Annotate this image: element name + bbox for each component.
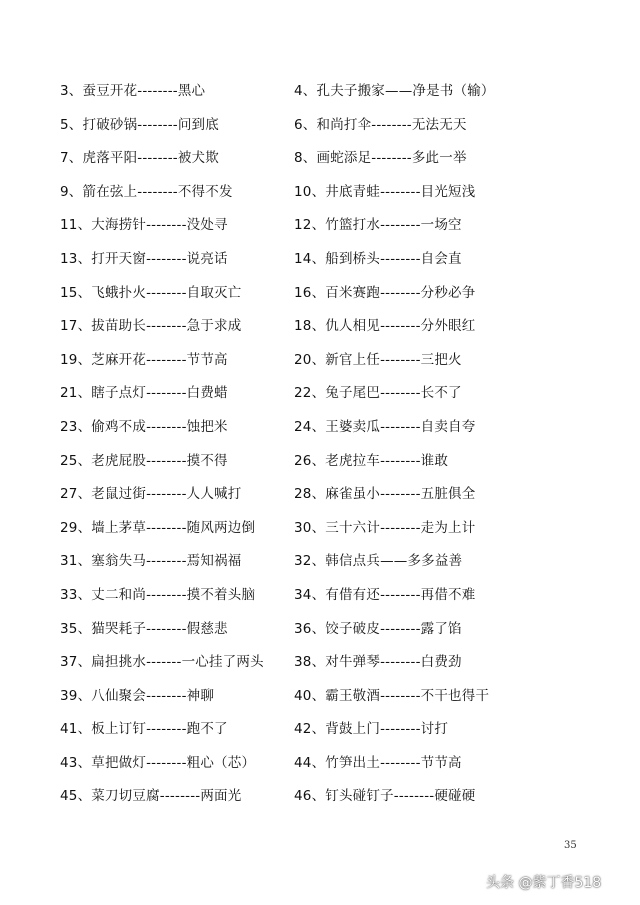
list-item: 45、菜刀切豆腐--------两面光 [60,788,242,805]
list-item: 39、八仙聚会--------神聊 [60,687,215,704]
list-item: 17、拔苗助长--------急于求成 [60,318,242,335]
list-item: 41、板上订钉--------跑不了 [60,721,228,738]
list-item: 16、百米赛跑--------分秒必争 [294,284,476,301]
list-item: 15、飞蛾扑火--------自取灭亡 [60,284,242,301]
list-item: 11、大海捞针--------没处寻 [60,217,228,234]
list-item: 20、新官上任--------三把火 [294,351,462,368]
list-item: 42、背鼓上门--------讨打 [294,721,449,738]
list-item: 46、钉头碰钉子--------硬碰硬 [294,788,476,805]
list-item: 19、芝麻开花--------节节高 [60,351,228,368]
list-item: 6、和尚打伞--------无法无天 [294,116,467,133]
list-item: 25、老虎屁股--------摸不得 [60,452,228,469]
list-item: 34、有借有还--------再借不难 [294,586,476,603]
list-item: 33、丈二和尚--------摸不着头脑 [60,586,256,603]
list-item: 3、蚕豆开花--------黑心 [60,83,206,99]
watermark: 头条 @紫丁香518 [486,875,602,891]
list-item: 7、虎落平阳--------被犬欺 [60,150,219,167]
list-item: 18、仇人相见--------分外眼红 [294,318,476,335]
list-item: 13、打开天窗--------说亮话 [60,250,228,267]
list-item: 5、打破砂锅--------问到底 [60,116,219,133]
list-item: 36、饺子破皮--------露了馅 [294,620,462,637]
list-item: 23、偷鸡不成--------蚀把米 [60,418,228,435]
page-number: 35 [564,840,577,851]
list-item: 37、扁担挑水-------一心挂了两头 [60,654,264,671]
list-item: 14、船到桥头--------自会直 [294,250,462,267]
list-item: 24、王婆卖瓜--------自卖自夸 [294,418,476,435]
list-item: 8、画蛇添足--------多此一举 [294,150,467,167]
right-column [294,78,495,817]
list-item: 40、霸王敬酒--------不干也得干 [294,687,490,704]
list-item: 4、孔夫子搬家——净是书（输） [294,83,495,99]
list-item: 26、老虎拉车--------谁敢 [294,452,449,469]
list-item: 27、老鼠过街--------人人喊打 [60,486,242,503]
left-column [60,78,264,817]
list-item: 21、瞎子点灯--------白费蜡 [60,385,228,402]
list-item: 29、墙上茅草--------随风两边倒 [60,519,256,536]
list-item: 43、草把做灯--------粗心（芯） [60,754,256,771]
list-item: 28、麻雀虽小--------五脏俱全 [294,486,476,503]
list-item: 31、塞翁失马--------焉知祸福 [60,553,242,570]
list-item: 44、竹笋出土--------节节高 [294,754,462,771]
list-item: 30、三十六计--------走为上计 [294,519,476,536]
list-item: 32、韩信点兵——多多益善 [294,553,463,570]
list-item: 10、井底青蛙--------目光短浅 [294,183,476,200]
list-item: 9、箭在弦上--------不得不发 [60,183,233,200]
list-item: 22、兔子尾巴--------长不了 [294,385,462,402]
list-item: 35、猫哭耗子--------假慈悲 [60,620,228,637]
list-item: 38、对牛弹琴--------白费劲 [294,654,462,671]
list-item: 12、竹篮打水--------一场空 [294,217,462,234]
